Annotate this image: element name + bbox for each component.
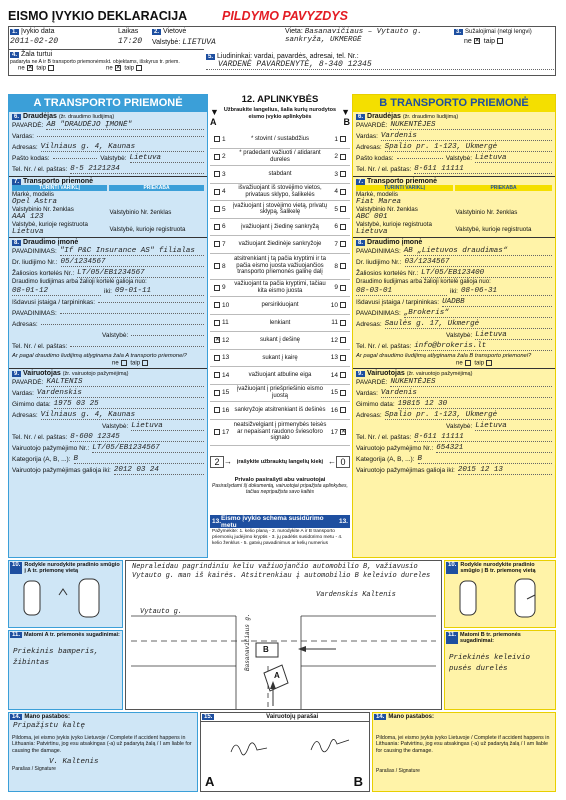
b-driver-phone[interactable]: 8-611 11111 xyxy=(414,433,552,442)
circumstance-a-checkbox[interactable] xyxy=(214,407,220,413)
a-remarks-section: 14. Mano pastabos: Pripažįstu kaltę Pildoma, jei eismo įvykis įvyko Lietuvoje / Complete if accident happens in Lithuania: Patvirtinu, jog esu atsakingas (-a) už padarytą žalą / I am liable for causing the damage. V. Kaltenis Parašas / Signature xyxy=(8,712,198,792)
a-surname[interactable]: AB "DRAUDĖJO ĮMONĖ" xyxy=(46,121,204,130)
circumstance-a-checkbox[interactable] xyxy=(214,390,220,396)
circumstance-label: atsitrenkiant į tą pačia kryptimi ir ta pačia eismo juosta važiuojančios transporto priemonės galinę dalį xyxy=(233,256,327,276)
circumstance-label: važiuojant žiedinėje sankryžoje xyxy=(238,241,322,247)
sketch-legend: Pažymėkite: 1. kelio planą - 2. nurodykite A ir B transporto priemonių judėjimo kryptis - 3. jų padėtis susidūrimo metu - 4. kelio ženklus - 5. gatvių pavadinimus ar kelių numerius xyxy=(212,529,343,546)
time-value: 17:20 xyxy=(118,37,143,46)
a-reg[interactable]: AAA 123 xyxy=(12,213,44,221)
b-policy[interactable]: 03/1234567 xyxy=(405,258,552,267)
circumstance-number: 9 xyxy=(334,284,338,292)
circumstance-b-checkbox[interactable] xyxy=(340,206,346,212)
damage-other-no-checkbox[interactable]: ✕ xyxy=(27,65,33,71)
circumstance-item xyxy=(210,184,350,202)
circumstance-number: 8 xyxy=(222,262,226,270)
circumstance-item xyxy=(210,420,350,446)
b-impact-diagram[interactable] xyxy=(445,575,553,623)
signature-b-label: B xyxy=(353,774,363,789)
circumstance-number: 6 xyxy=(222,223,226,231)
circumstance-a-checkbox[interactable] xyxy=(214,302,220,308)
b-impact-section: 10. Rodykle nurodykite pradinio smūgio į B tr. priemonę vietą xyxy=(444,560,556,628)
b-remarks-text[interactable] xyxy=(373,721,555,731)
circumstance-label: * stovint / sustabdžius xyxy=(250,136,310,142)
injuries-yes-checkbox[interactable] xyxy=(497,38,503,44)
b-driver-licence[interactable]: 654321 xyxy=(436,444,552,453)
circumstance-a-checkbox[interactable] xyxy=(214,154,220,160)
a-agency[interactable] xyxy=(98,302,204,303)
b-agency-address[interactable]: Saulės g. 17, Ukmergė xyxy=(385,320,552,329)
form-subtitle: PILDYMO PAVYZDYS xyxy=(222,9,348,23)
b-driver-address[interactable]: Spalio pr. 1-123, Ukmergė xyxy=(385,411,552,420)
b-valid-to[interactable]: 08-06-31 xyxy=(461,287,552,296)
circumstances-title: 12. APLINKYBĖS xyxy=(241,94,319,105)
a-impact-diagram[interactable] xyxy=(9,575,119,623)
circumstance-a-checkbox[interactable] xyxy=(214,136,220,142)
date-value: 2011-02-20 xyxy=(10,37,59,46)
a-insurer-section: 8. Draudimo įmonė PAVADINIMAS: "If P&C Insurance AS" filialas Dr. liudijimo Nr.: 05/1234567 Žaliosios kortelės Nr.: LT/05/EB1234567 Draudimo liudijimas arba žalioji kortelė galioja nuo: 08-01-12 iki: 09-01-11 Išdavusi įstaiga / tarpininkas: PAVADINIMAS: Adresas: Valstybė: Tel. Nr. / el. paštas: Ar pagal draudimo liudijimą atlyginama žala A transporto priemonei? ne taip xyxy=(9,237,207,368)
a-own-damage-yes[interactable] xyxy=(142,360,148,366)
damage-objects-yes-checkbox[interactable] xyxy=(136,65,142,71)
sketch-area[interactable] xyxy=(125,560,442,710)
b-agency-name[interactable]: „Brokeris“ xyxy=(404,309,552,318)
panel-b-title: B TRANSPORTO PRIEMONĖ xyxy=(353,95,555,112)
b-country[interactable]: Lietuva xyxy=(475,154,552,163)
circumstance-a-checkbox[interactable]: ✕ xyxy=(215,337,221,344)
a-valid-to[interactable]: 09-01-11 xyxy=(115,287,204,296)
sketch-drawing xyxy=(126,561,443,711)
a-valid-from[interactable]: 08-01-12 xyxy=(12,287,101,296)
b-insurer[interactable]: AB „Lietuvos draudimas“ xyxy=(404,247,552,256)
circumstance-item xyxy=(210,201,350,219)
b-driver-section: 9. Vairuotojas (žr. vairuotojo pažymėjimą) PAVARDĖ: NUKENTĖJES Vardas: Vardenis Gimimo data: 19815 12 30 Adresas: Spalio pr. 1-123, Ukmergė Valstybė: Lietuva Tel. Nr. / el. paštas: 8-611 11111 Vairuotojo pažymėjimo Nr.: 654321 Kategorija (A, B, ...): B Vairuotojo pažymėjimas galioja iki: 2015 12 13 xyxy=(353,368,555,477)
circumstance-item xyxy=(210,149,350,167)
circumstance-label: įvažiuojant į stovėjimo vietą, privatų sklypą, šalikelę xyxy=(232,202,328,216)
circumstance-number: 4 xyxy=(334,188,338,196)
a-insurer[interactable]: "If P&C Insurance AS" filialas xyxy=(60,247,204,256)
signature-a-label: A xyxy=(205,774,215,789)
count-b[interactable]: 0 xyxy=(336,456,350,468)
sketch-car-b-label: B xyxy=(263,645,269,654)
b-driver-surname[interactable]: NUKENTĖJES xyxy=(390,378,552,387)
b-name[interactable]: Vardenis xyxy=(381,132,552,141)
street-label-2: Basanavičiaus g. xyxy=(244,613,251,671)
circumstances-list xyxy=(210,131,350,446)
circumstance-item xyxy=(210,402,350,420)
circumstance-a-checkbox[interactable] xyxy=(214,263,220,269)
a-phone[interactable]: 8-5 2121234 xyxy=(70,165,204,174)
a-driver-name[interactable]: Vardenskis xyxy=(37,389,204,398)
circumstance-number: 6 xyxy=(334,223,338,231)
circumstance-number: 4 xyxy=(222,188,226,196)
a-driver-category[interactable]: B xyxy=(74,455,204,464)
a-driver-country[interactable]: Lietuva xyxy=(131,422,204,431)
circumstance-number: 16 xyxy=(222,406,230,414)
a-driver-address[interactable]: Vilniaus g. 4, Kaunas xyxy=(41,411,204,420)
circumstance-label: lenkiant xyxy=(269,319,291,326)
a-agency-country[interactable] xyxy=(131,335,204,336)
b-own-damage-no[interactable] xyxy=(465,360,471,366)
circumstance-number: 10 xyxy=(330,301,338,309)
circumstance-b-checkbox[interactable] xyxy=(340,154,346,160)
b-phone[interactable]: 8-611 11111 xyxy=(414,165,552,174)
a-signer[interactable]: V. Kaltenis xyxy=(49,757,99,766)
circumstance-b-checkbox[interactable] xyxy=(340,241,346,247)
b-insurer-section: 8. Draudimo įmonė PAVADINIMAS: AB „Lietuvos draudimas“ Dr. liudijimo Nr.: 03/1234567 Žaliosios kortelės Nr.: LT/05/EB123400 Draudimo liudijimas arba žalioji kortelė galioja nuo: 08-03-01 iki: 08-06-31 Išdavusi įstaiga / tarpininkas: UADBB PAVADINIMAS: „Brokeris“ Adresas: Saulės g. 17, Ukmergė Valstybė: Lietuva Tel. Nr. / el. paštas: info@brokeris.lt Ar pagal draudimo liudijimą atlyginama žala B transporto priemonei? ne taip xyxy=(353,237,555,368)
circumstance-label: persirikiuojant xyxy=(261,302,299,308)
circumstance-item xyxy=(210,254,350,280)
b-driver-name[interactable]: Vardenis xyxy=(381,389,552,398)
circumstance-item xyxy=(210,350,350,368)
location-field[interactable]: Vieta: Basanavičiaus – Vytauto g. sankryža, UKMERGĖ xyxy=(285,28,422,44)
circumstance-label: stabdant xyxy=(268,171,292,177)
circumstance-number: 11 xyxy=(331,319,338,327)
sketch-note: Nepraleidau pagrindiniu keliu važiuojančio automobilio B, važiavusio Vytauto g. man iš kairės. Atsitrenkiau į automobilio B keleivio dureles xyxy=(132,563,431,580)
circumstance-number: 9 xyxy=(222,284,226,292)
circumstance-number: 5 xyxy=(334,205,338,213)
circumstance-item xyxy=(210,297,350,315)
a-insured-section: 6. Draudėjas (žr. draudimo liudijimą) PAVARDĖ: AB "DRAUDĖJO ĮMONĖ" Vardas: Adresas: Vilniaus g. 4, Kaunas Pašto kodas: Valstybė: Lietuva Tel. Nr. / el. paštas: 8-5 2121234 xyxy=(9,112,207,176)
damage-other-yes-checkbox[interactable] xyxy=(48,65,54,71)
count-a[interactable]: 2 xyxy=(210,456,224,468)
circumstance-b-checkbox[interactable] xyxy=(340,407,346,413)
street-label-1: Vytauto g. xyxy=(140,608,183,616)
b-reg-country[interactable]: Lietuva xyxy=(356,228,388,236)
circumstance-item xyxy=(210,315,350,333)
b-reg[interactable]: ABC 001 xyxy=(356,213,388,221)
b-make[interactable]: Fiat Marea xyxy=(356,198,402,206)
circumstance-a-checkbox[interactable] xyxy=(214,355,220,361)
circumstance-number: 7 xyxy=(222,240,226,248)
circumstance-number: 8 xyxy=(334,262,338,270)
circumstance-label: sukant į dešinę xyxy=(259,337,301,343)
circumstance-a-checkbox[interactable] xyxy=(214,206,220,212)
circumstance-number: 10 xyxy=(222,301,230,309)
b-agency-phone[interactable]: info@brokeris.lt xyxy=(414,342,552,351)
circumstance-a-checkbox[interactable] xyxy=(214,285,220,291)
a-name[interactable] xyxy=(37,136,204,137)
b-valid-from[interactable]: 08-03-01 xyxy=(356,287,447,296)
circumstance-label: * pradedant važiuoti / atidarant dureles xyxy=(239,150,321,163)
b-insured-section: 6. Draudėjas (žr. draudimo liudijimą) PAVARDĖ: NUKENTĖJES Vardas: Vardenis Adresas: Spalio pr. 1-123, Ukmergė Pašto kodas: Valstybė: Lietuva Tel. Nr. / el. paštas: 8-611 11111 xyxy=(353,112,555,176)
a-damage-text[interactable]: Priekinis bamperis, žibintas xyxy=(13,648,99,667)
b-remarks-section: 14. Mano pastabos: Pildoma, jei eismo įvykis įvyko Lietuvoje / Complete if accident happens in Lithuania: Patvirtinu, jog esu atsakingas (-a) už padarytą žalą / I am liable for causing the damage. Parašas / Signature xyxy=(372,712,556,792)
a-green-card[interactable]: LT/05/EB1234567 xyxy=(77,269,204,278)
circumstance-item xyxy=(210,332,350,350)
a-driver-section: 9. Vairuotojas (žr. vairuotojo pažymėjimą) PAVARDĖ: KALTENIS Vardas: Vardenskis Gimimo data: 1975 03 25 Adresas: Vilniaus g. 4, Kaunas Valstybė: Lietuva Tel. Nr. / el. paštas: 8-600 12345 Vairuotojo pažymėjimo Nr.: LT/05/EB1234567 Kategorija (A, B, ...): B Vairuotojo pažymėjimas galioja iki: 2012 03 24 xyxy=(9,368,207,477)
circumstance-number: 11 xyxy=(222,319,229,327)
a-postcode[interactable] xyxy=(53,158,98,159)
circumstance-b-checkbox[interactable] xyxy=(340,355,346,361)
circumstances-panel: 12. APLINKYBĖS ▼ A Užbraukite langelius, šalia kurių nurodytos eismo įvykio aplinkybės ▼ B 1 * stovint / sustabdžius 1 2 * pradedant važiuoti / atidarant dureles 2 3 stabdant 3 4 išvažiuojant iš stovėjimo vietos, privataus sklypo, šalikelės 4 5 įvažiuojant į stovėjimo vietą, privatų sklypą, šalikelę 5 6 įvažiuojant į žiedinę sankryžą 6 7 važiuojant žiedinėje sankryžoje 7 8 atsitrenkiant į tą pačia kryptimi ir ta pačia eismo juosta važiuojančios transporto priemonės galinę dalį 8 9 važiuojant ta pačia kryptimi, tačiau kita eismo juosta 9 10 persirikiuojant 10 11 lenkiant 11 ✕ 12 sukant į dešinę 12 13 sukant į kairę 13 14 važiuojant atbuline eiga 14 15 įvažiuojant į priešpriešinio eismo juostą 15 16 sankryžoje atsitrenkiant iš dešinės 16 17 neatsižvelgiant į pirmenybės teisės ar nepaisant raudono šviesoforo signalo 17 ✕ 2 → įrašykite užbrauktų langelių kiekį ← 0 Privalo pasirašyti abu vairuotojai Pasirašydami šį dokumentą, vairuotojai pripažįsta aplinkybes, tačiau nepripažįsta savo kaltės xyxy=(210,94,350,495)
b-agency-country[interactable]: Lietuva xyxy=(475,331,552,340)
signatures-drawing xyxy=(201,722,369,772)
circumstance-number: 2 xyxy=(222,153,226,161)
sketch-note-signer: Vardenskis Kaltenis xyxy=(316,591,396,599)
circumstance-b-checkbox[interactable] xyxy=(340,320,346,326)
circumstance-label: įvažiuojant į priešpriešinio eismo juostą xyxy=(236,386,324,399)
witnesses-field[interactable]: 5. Liudininkai: vardai, pavardės, adresai, tel. Nr.: VARDENĖ PAVARDENYTĖ, 8-340 12345 xyxy=(206,53,554,70)
circumstance-b-checkbox[interactable] xyxy=(340,189,346,195)
damage-field: 4. Žala turtui padaryta ne A ir B transporto priemonėms kt. objektams, išskyrus tr. priem. ne ✕ taip ne ✕ taip xyxy=(8,49,204,76)
b-vehicle-section: 7. Transporto priemonė TURINTI VARIKLĮ PRIEKABA Markė, modelis Fiat Marea Valstybinio Nr. ženklas ABC 001 Valstybė, kurioje registruota Lietuva Valstybinio Nr. ženklas Valstybė, kurioje registruota xyxy=(353,176,555,237)
circumstance-number: 12 xyxy=(330,336,338,344)
circumstance-number: 15 xyxy=(330,389,338,397)
b-driver-valid[interactable]: 2015 12 13 xyxy=(458,466,552,475)
form-title: EISMO ĮVYKIO DEKLARACIJA xyxy=(8,9,188,23)
circumstance-b-checkbox[interactable] xyxy=(340,302,346,308)
circumstance-label: įvažiuojant į žiedinę sankryžą xyxy=(241,223,319,230)
circumstance-number: 16 xyxy=(330,406,338,414)
circumstance-number: 15 xyxy=(222,389,230,397)
a-driver-licence[interactable]: LT/05/EB1234567 xyxy=(92,444,204,453)
circumstance-label: važiuojant ta pačia kryptimi, tačiau kita eismo juosta xyxy=(234,281,326,294)
circumstance-b-checkbox[interactable] xyxy=(340,337,346,343)
circumstance-a-checkbox[interactable] xyxy=(214,429,220,435)
circumstance-label: neatsižvelgiant į pirmenybės teisės ar nepaisant raudono šviesoforo signalo xyxy=(233,422,327,442)
panel-a-title: A TRANSPORTO PRIEMONĖ xyxy=(9,95,207,112)
circumstance-number: 2 xyxy=(334,153,338,161)
a-country[interactable]: Lietuva xyxy=(130,154,204,163)
date-field[interactable]: 1. Įvykio data 2011-02-20 xyxy=(10,28,115,46)
a-agency-address[interactable] xyxy=(41,324,204,325)
a-driver-phone[interactable]: 8-600 12345 xyxy=(70,433,204,442)
signatures-section: 15. Vairuotojų parašai A B xyxy=(200,712,370,792)
circumstance-number: 13 xyxy=(330,354,338,362)
circumstance-b-checkbox[interactable]: ✕ xyxy=(341,429,347,435)
circumstance-a-checkbox[interactable] xyxy=(214,224,220,230)
circumstance-b-checkbox[interactable] xyxy=(340,390,346,396)
panel-a xyxy=(8,94,208,558)
circumstance-number: 1 xyxy=(222,135,226,143)
circumstance-number: 17 xyxy=(222,428,230,436)
time-field[interactable]: Laikas 17:20 xyxy=(118,28,148,46)
circumstance-a-checkbox[interactable] xyxy=(214,372,220,378)
injuries-no-checkbox[interactable]: ✕ xyxy=(474,38,480,45)
b-driver-country[interactable]: Lietuva xyxy=(475,422,552,431)
a-policy[interactable]: 05/1234567 xyxy=(61,258,204,267)
a-reg-country[interactable]: Lietuva xyxy=(12,228,44,236)
a-own-damage-no[interactable] xyxy=(121,360,127,366)
damage-objects-no-checkbox[interactable]: ✕ xyxy=(115,65,121,71)
circumstance-item xyxy=(210,166,350,184)
circumstance-item xyxy=(210,236,350,254)
circumstance-label: važiuojant atbuline eiga xyxy=(248,372,312,378)
circumstance-item xyxy=(210,367,350,385)
circumstance-b-checkbox[interactable] xyxy=(340,285,346,291)
b-own-damage-yes[interactable] xyxy=(486,360,492,366)
b-postcode[interactable] xyxy=(397,158,443,159)
b-agency[interactable]: UADBB xyxy=(442,298,552,307)
circumstance-b-checkbox[interactable] xyxy=(340,171,346,177)
circumstance-number: 17 xyxy=(330,428,338,436)
circumstance-number: 14 xyxy=(330,371,338,379)
circumstance-a-checkbox[interactable] xyxy=(214,171,220,177)
circumstance-item xyxy=(210,131,350,149)
sketch-title-bar: 13. Eismo įvykio schema susidūrimo metu 13. xyxy=(212,514,348,529)
b-damage-text[interactable]: Priekinės keleivio pusės durelės xyxy=(449,654,531,673)
circumstance-a-checkbox[interactable] xyxy=(214,320,220,326)
circumstance-number: 13 xyxy=(222,354,230,362)
circumstance-label: išvažiuojant iš stovėjimo vietos, privataus sklypo, šalikelės xyxy=(238,185,322,198)
b-surname[interactable]: NUKENTĖJES xyxy=(390,121,552,130)
a-make[interactable]: Opel Astra xyxy=(12,198,58,206)
b-driver-birth[interactable]: 19815 12 30 xyxy=(398,400,552,409)
circumstance-a-checkbox[interactable] xyxy=(214,189,220,195)
b-damage-section: 11. Matomi B tr. priemonės sugadinimai: Priekinės keleivio pusės durelės xyxy=(444,630,556,710)
injuries-field[interactable]: 3. Sužalojimai (netgi lengvi) ne ✕ taip xyxy=(456,29,532,45)
circumstance-number: 5 xyxy=(222,205,226,213)
a-damage-section: 11. Matomi A tr. priemonės sugadinimai: Priekinis bamperis, žibintas xyxy=(8,630,123,710)
circumstance-item xyxy=(210,219,350,237)
circumstance-number: 7 xyxy=(334,240,338,248)
circumstance-label: sankryžoje atsitrenkiant iš dešinės xyxy=(234,407,326,413)
a-agency-name[interactable] xyxy=(60,313,204,314)
a-impact-section: 10. Rodykle nurodykite pradinio smūgio į A tr. priemonę vietą xyxy=(8,560,123,628)
circumstance-number: 1 xyxy=(334,135,338,143)
sketch-car-a-label: A xyxy=(274,671,280,680)
circumstance-item xyxy=(210,385,350,403)
a-driver-surname[interactable]: KALTENIS xyxy=(46,378,204,387)
panel-b xyxy=(352,94,556,558)
circumstance-b-checkbox[interactable] xyxy=(340,136,346,142)
circumstance-a-checkbox[interactable] xyxy=(214,241,220,247)
circumstance-b-checkbox[interactable] xyxy=(340,224,346,230)
a-driver-birth[interactable]: 1975 03 25 xyxy=(54,400,204,409)
a-driver-valid[interactable]: 2012 03 24 xyxy=(114,466,204,475)
b-address[interactable]: Spalio pr. 1-123, Ukmergė xyxy=(385,143,552,152)
b-driver-category[interactable]: B xyxy=(418,455,552,464)
a-vehicle-section: 7. Transporto priemonė TURINTI VARIKLĮ PRIEKABA Markė, modelis Opel Astra Valstybinio Nr. ženklas AAA 123 Valstybė, kurioje registruota Lietuva Valstybinio Nr. ženklas Valstybė, kurioje registruota xyxy=(9,176,207,237)
b-green-card[interactable]: LT/05/EB123400 xyxy=(421,269,552,278)
place-field[interactable]: 2. Vietovė Valstybė: LIETUVA xyxy=(152,28,216,47)
circumstance-number: 12 xyxy=(222,336,230,344)
circumstance-item xyxy=(210,280,350,298)
circumstance-number: 3 xyxy=(334,170,338,178)
circumstance-b-checkbox[interactable] xyxy=(340,263,346,269)
circumstance-label: sukant į kairę xyxy=(262,354,298,361)
circumstance-number: 3 xyxy=(222,170,226,178)
circumstance-number: 14 xyxy=(222,371,230,379)
a-agency-phone[interactable] xyxy=(70,346,204,347)
a-address[interactable]: Vilniaus g. 4, Kaunas xyxy=(41,143,204,152)
a-remarks-text[interactable]: Pripažįstu kaltę xyxy=(13,722,86,730)
circumstance-b-checkbox[interactable] xyxy=(340,372,346,378)
